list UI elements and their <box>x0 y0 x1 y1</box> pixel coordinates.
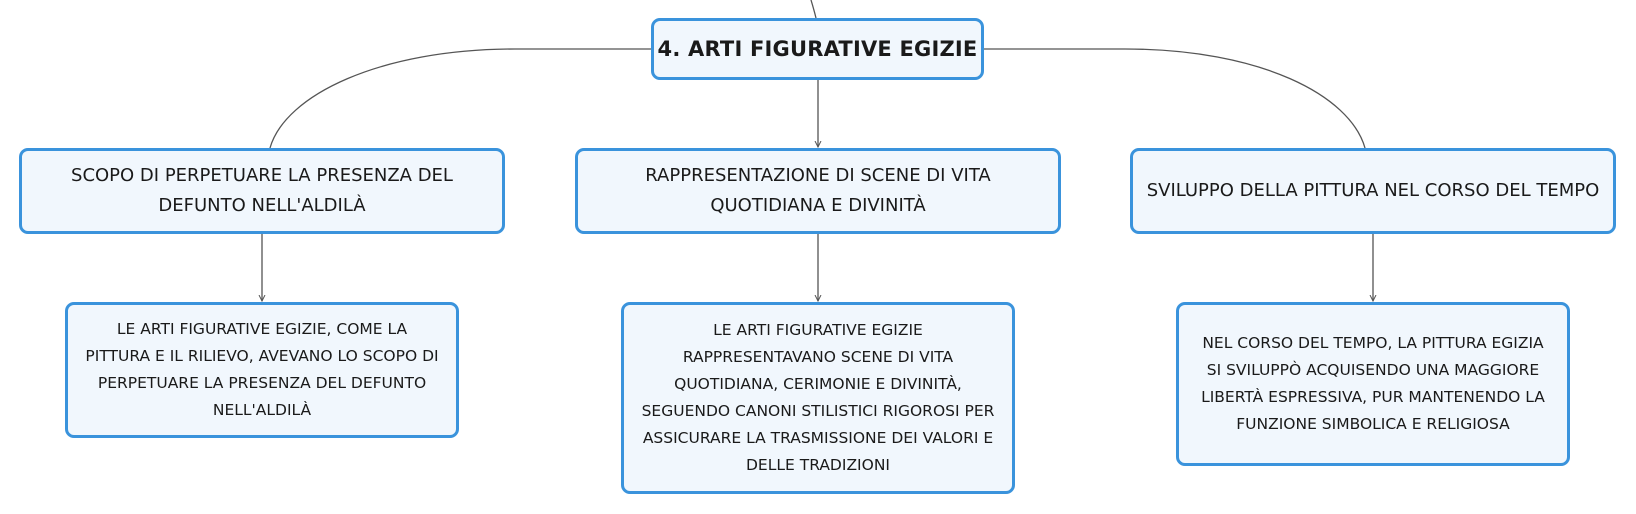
connector-root-to-branch-1 <box>270 49 651 148</box>
detail-topic-representation[interactable]: LE ARTI FIGURATIVE EGIZIE RAPPRESENTAVANO SCENE DI VITA QUOTIDIANA, CERIMONIE E DIVINITÀ, SEGUENDO CANONI STILISTICI RIGOROSI PER ASSICURARE LA TRASMISSIONE DEI VALORI E DELLE TRADIZIONI <box>621 302 1015 494</box>
connector-root-to-branch-3 <box>984 49 1365 148</box>
root-topic[interactable]: 4. ARTI FIGURATIVE EGIZIE <box>651 18 984 80</box>
branch-topic-purpose[interactable]: SCOPO DI PERPETUARE LA PRESENZA DEL DEFUNTO NELL'ALDILÀ <box>19 148 505 234</box>
branch-topic-representation[interactable]: RAPPRESENTAZIONE DI SCENE DI VITA QUOTIDIANA E DIVINITÀ <box>575 148 1061 234</box>
connector-parent-to-root <box>811 0 816 18</box>
detail-topic-purpose[interactable]: LE ARTI FIGURATIVE EGIZIE, COME LA PITTURA E IL RILIEVO, AVEVANO LO SCOPO DI PERPETUARE LA PRESENZA DEL DEFUNTO NELL'ALDILÀ <box>65 302 459 438</box>
detail-topic-development[interactable]: NEL CORSO DEL TEMPO, LA PITTURA EGIZIA SI SVILUPPÒ ACQUISENDO UNA MAGGIORE LIBERTÀ ESPRESSIVA, PUR MANTENENDO LA FUNZIONE SIMBOLICA E RELIGIOSA <box>1176 302 1570 466</box>
branch-topic-development[interactable]: SVILUPPO DELLA PITTURA NEL CORSO DEL TEMPO <box>1130 148 1616 234</box>
